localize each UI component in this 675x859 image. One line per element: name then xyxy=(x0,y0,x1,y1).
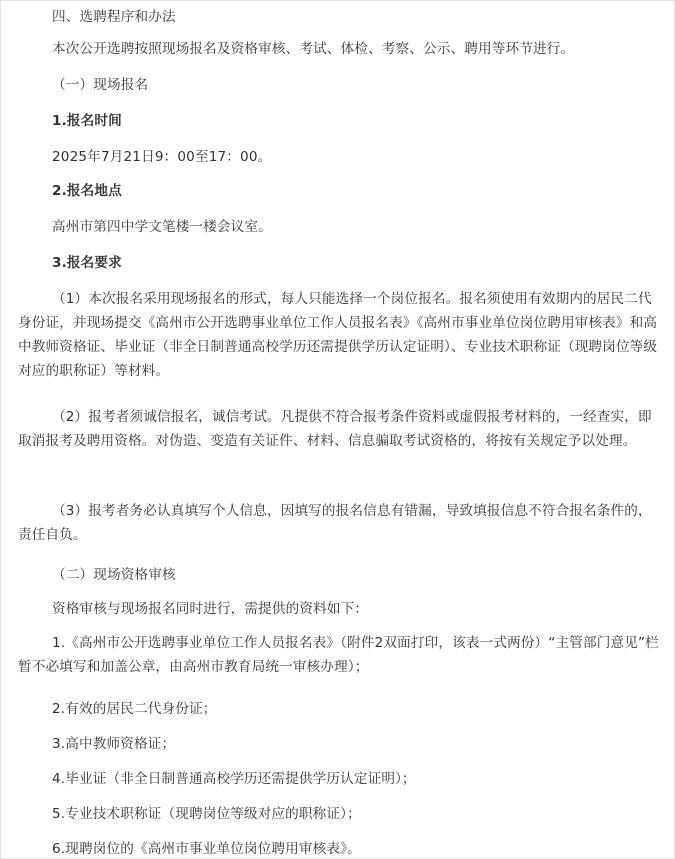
heading-registration-time: 1.报名时间 xyxy=(52,113,122,129)
review-item: 1.《高州市公开选聘事业单位工作人员报名表》（附件2双面打印，该表一式两份）“主管部门意见”栏暂不必填写和加盖公章，由高州市教育局统一审核办理）； xyxy=(18,635,659,675)
heading-registration-requirements: 3.报名要求 xyxy=(52,255,122,271)
review-item: 3.高中教师资格证； xyxy=(52,736,176,752)
subsection-title-registration: （一）现场报名 xyxy=(52,77,149,93)
review-item: 5.专业技术职称证（现聘岗位等级对应的职称证）； xyxy=(52,806,361,822)
subsection-title-review: （二）现场资格审核 xyxy=(52,567,176,583)
review-item: 4.毕业证（非全日制普通高校学历还需提供学历认定证明）； xyxy=(52,771,416,787)
section-title: 四、选聘程序和办法 xyxy=(52,9,176,25)
requirement-paragraph-1: （1）本次报名采用现场报名的形式，每人只能选择一个岗位报名。报名须使用有效期内的居民二代身份证，并现场提交《高州市公开选聘事业单位工作人员报名表》《高州市事业单位岗位聘用审核表》和高中教师资格证、毕业证（非全日制普通高校学历还需提供学历认定证明）、专业技术职称证（现聘岗位等级对应的职称证）等材料。 xyxy=(18,291,658,379)
registration-time-text: 2025年7月21日9：00至17：00。 xyxy=(52,149,272,165)
requirement-paragraph-2: （2）报考者须诚信报名，诚信考试。凡提供不符合报考条件资料或虚假报考材料的，一经查实，即取消报考及聘用资格。对伪造、变造有关证件、材料、信息骗取考试资格的，将按有关规定予以处理。 xyxy=(18,409,652,449)
review-item: 2.有效的居民二代身份证； xyxy=(52,701,217,717)
intro-paragraph: 本次公开选聘按照现场报名及资格审核、考试、体检、考察、公示、聘用等环节进行。 xyxy=(52,41,575,57)
heading-registration-place: 2.报名地点 xyxy=(52,183,122,199)
review-item: 6.现聘岗位的《高州市事业单位岗位聘用审核表》。 xyxy=(52,841,361,857)
registration-place-text: 高州市第四中学文笔楼一楼会议室。 xyxy=(52,219,272,235)
review-intro: 资格审核与现场报名同时进行，需提供的资料如下： xyxy=(52,601,369,617)
requirement-paragraph-3: （3）报考者务必认真填写个人信息，因填写的报名信息有错漏，导致填报信息不符合报名条件的，责任自负。 xyxy=(18,503,652,543)
